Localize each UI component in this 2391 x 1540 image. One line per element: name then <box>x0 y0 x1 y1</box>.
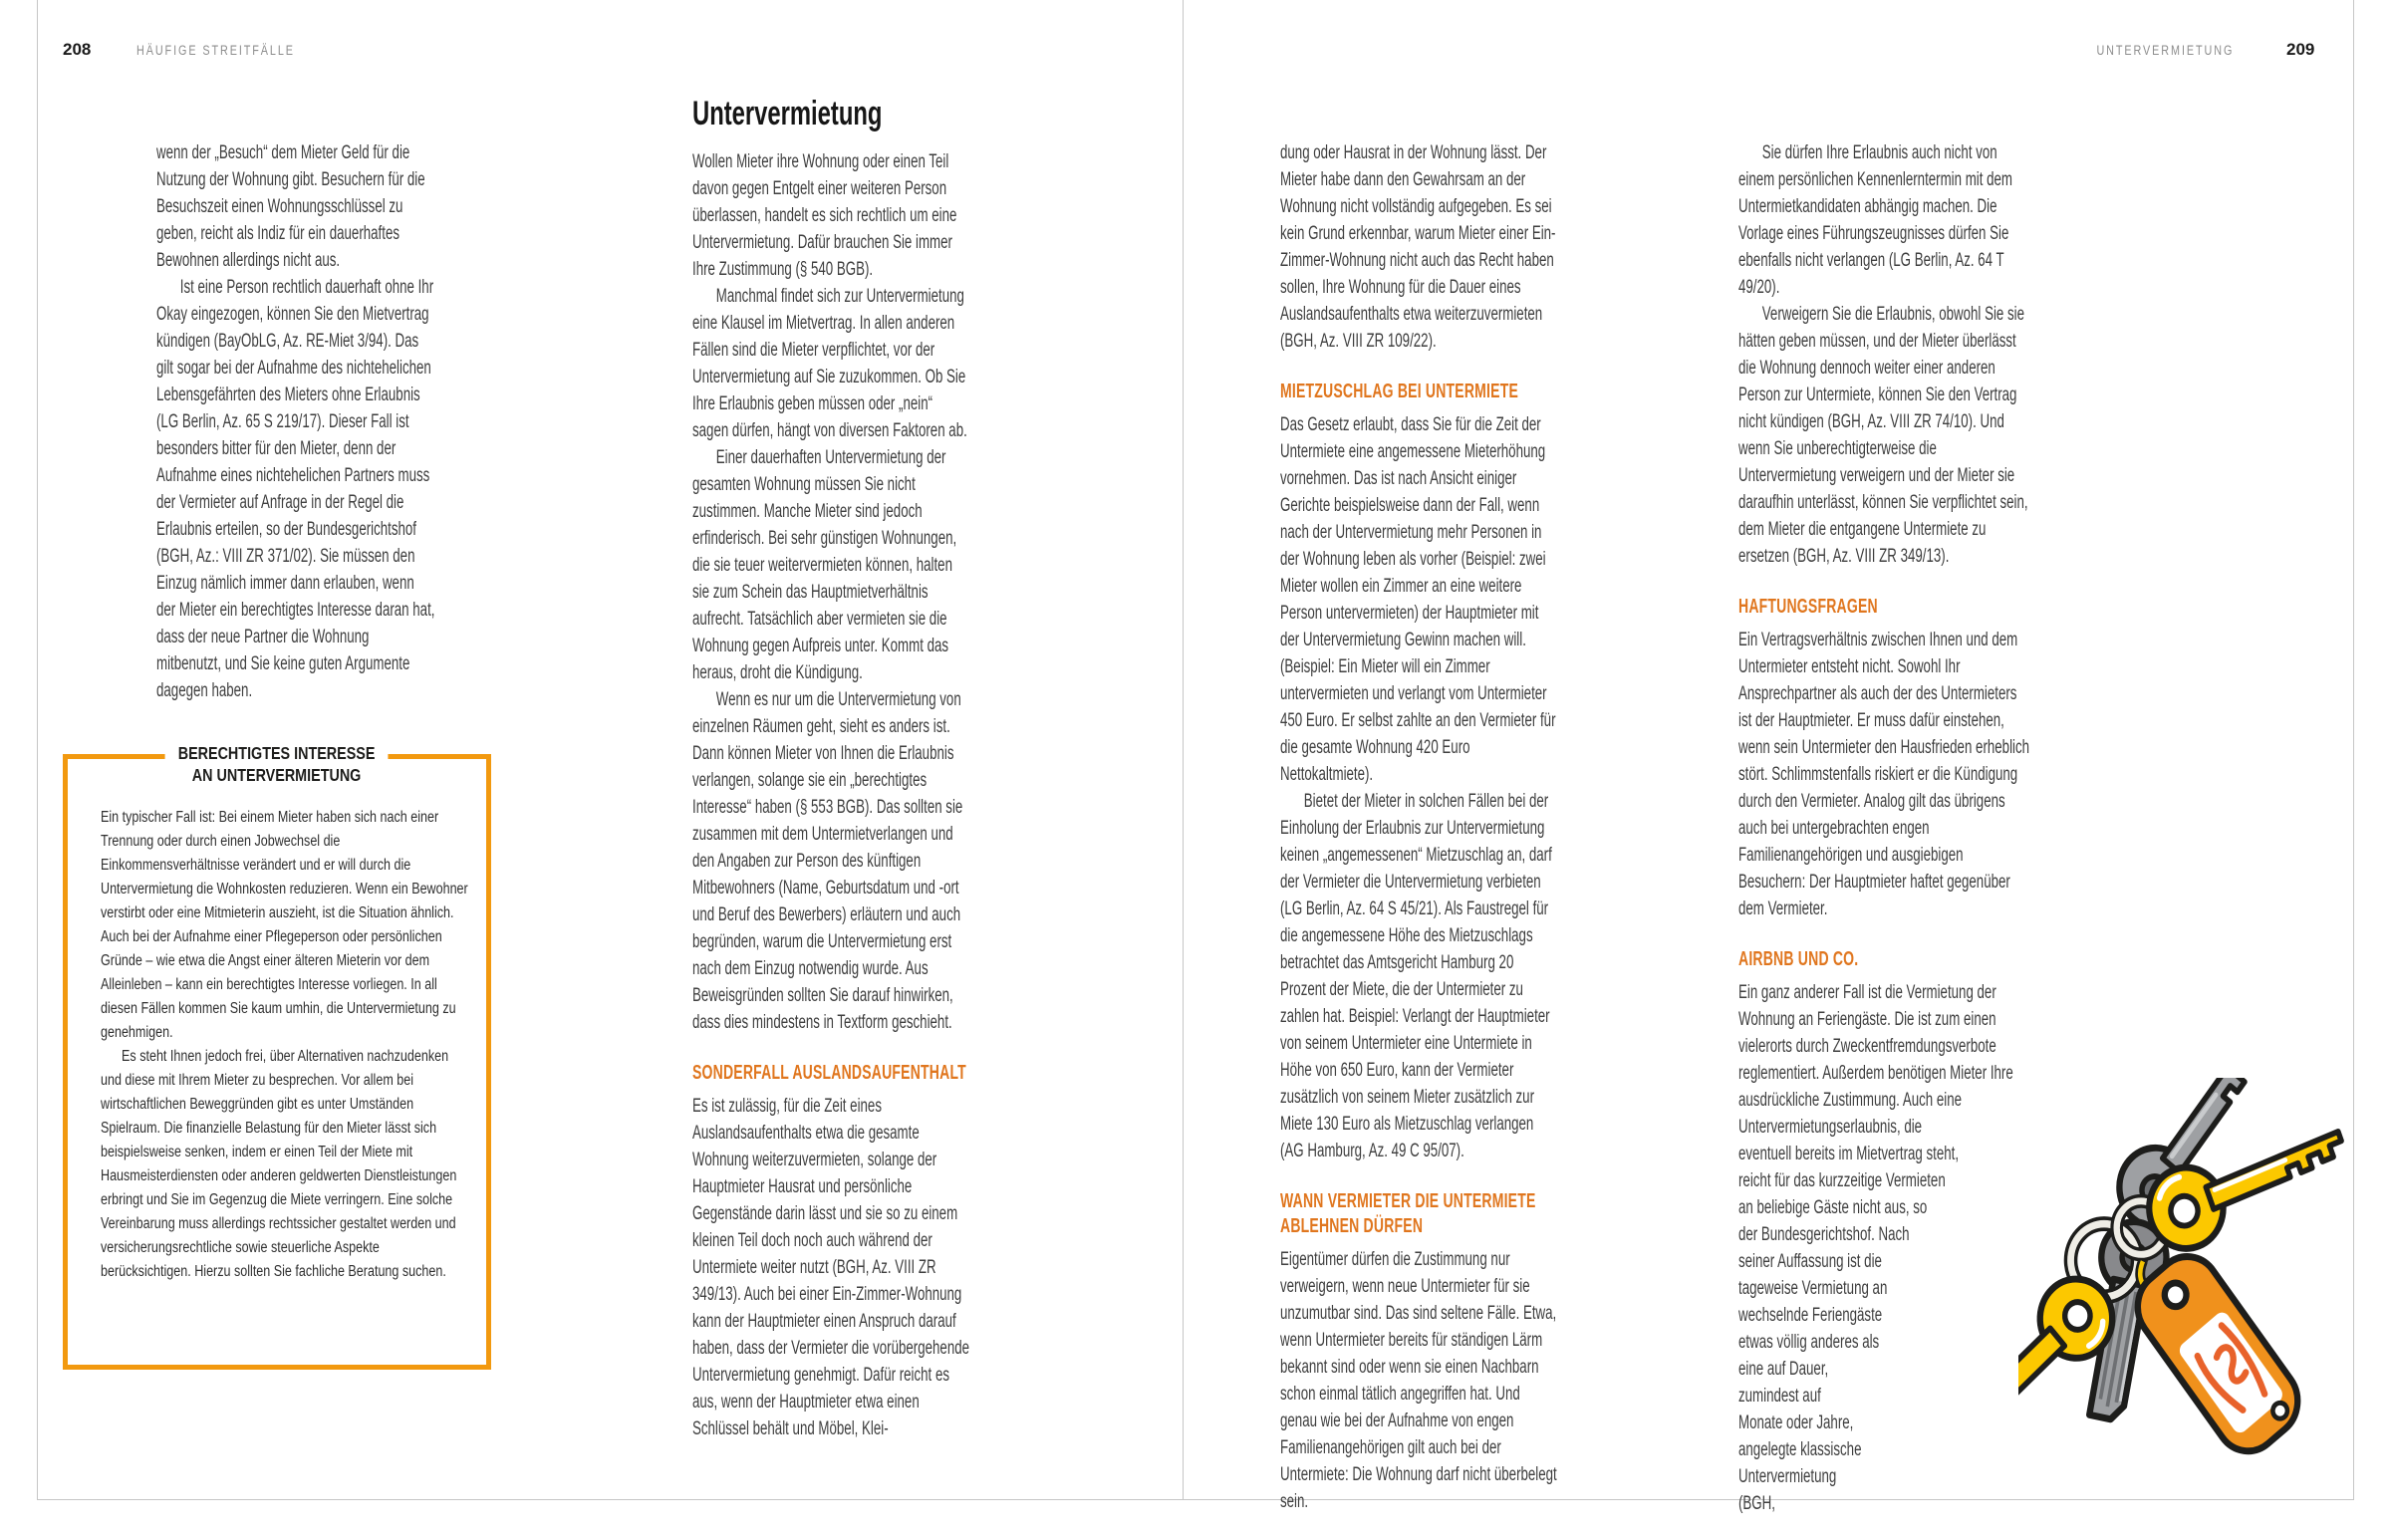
body-paragraph: wenn der „Besuch“ dem Mieter Geld für die Nutzung der Wohnung gibt. Besuchern für die Besuchszeit einen Wohnungsschlüssel zu geben, reicht als Indiz für ein dauerhaftes Bewohnen allerdings nicht aus. <box>156 142 425 271</box>
page-208-column-1 <box>156 139 435 704</box>
key-tag-icon <box>2125 1242 2311 1465</box>
orange-subheading: MIETZUSCHLAG BEI UNTERMIETE <box>1280 381 1519 402</box>
info-box-paragraph: Es steht Ihnen jedoch frei, über Alternativen nachzudenken und diese mit Ihrem Mieter zu besprechen. Vor allem bei wirtschaftlichen Beweggründen gibt es unter Umständen Spielraum. Die finanzielle Belastung für den Mieter lässt sich beispielsweise senken, indem er einen Teil der Miete mit Hausmeisterdiensten oder anderen geldwerten Dienstleistungen erbringt und Sie im Gegenzug die Miete verringern. Eine solche Vereinbarung muss allerdings rechtssicher gestaltet werden und versicherungsrechtliche sowie steuerliche Aspekte berücksichtigen. Hierzu sollten Sie fachliche Beratung suchen. <box>101 1048 457 1280</box>
info-box-title-line2: AN UNTERVERMIETUNG <box>192 765 362 785</box>
body-paragraph: Es ist zulässig, für die Zeit eines Auslandsaufenthalts etwa die gesamte Wohnung weiterzuvermieten, solange der Hauptmieter Hausrat und persönliche Gegenstände darin lässt und sie so zu einem kleinen Teil doch noch auch während der Untermiete weiter nutzt (BGH, Az. VIII ZR 349/13). Auch bei einer Ein-Zimmer-Wohnung kann der Hauptmieter einen Anspruch darauf haben, dass der Vermieter die vorübergehende Untervermietung genehmigt. Dafür reicht es aus, wenn der Hauptmieter etwa einen Schlüssel behält und Möbel, Klei- <box>692 1096 970 1439</box>
info-box-berechtigtes-interesse <box>63 743 491 1370</box>
info-box-title-line1: BERECHTIGTES INTERESSE <box>178 743 376 763</box>
orange-subheading: WANN VERMIETER DIE UNTERMIETE ABLEHNEN DÜRFEN <box>1280 1190 1536 1237</box>
body-paragraph: Ein Vertragsverhältnis zwischen Ihnen und dem Untermieter entsteht nicht. Sowohl Ihr Ansprechpartner als auch der des Untermieters ist der Hauptmieter. Er muss dafür einstehen, wenn sein Untermieter den Hausfrieden erheblich stört. Schlimmstenfalls riskiert er die Kündigung durch den Vermieter. Analog gilt das übrigens auch bei untergebrachten engen Familienangehörigen und ausgiebigen Besuchern: Der Hauptmieter haftet gegenüber dem Vermieter. <box>1738 630 2030 919</box>
body-paragraph: Einer dauerhaften Untervermietung der gesamten Wohnung müssen Sie nicht zustimmen. Manche Mieter sind jedoch erfinderisch. Bei sehr günstigen Wohnungen, die sie teuer weitervermieten können, halten sie zum Schein das Hauptmietverhältnis aufrecht. Tatsächlich aber vermieten sie die Wohnung gegen Aufpreis unter. Kommt das heraus, droht die Kündigung. <box>692 447 957 683</box>
yellow-key-icon <box>2138 1105 2352 1260</box>
body-paragraph: Ist eine Person rechtlich dauerhaft ohne Ihr Okay eingezogen, können Sie den Mietvertrag kündigen (BayObLG, Az. RE-Miet 3/94). Das gilt sogar bei der Aufnahme des nichtehelichen Lebensgefährten des Mieters ohne Erlaubnis (LG Berlin, Az. 65 S 219/17). Dieser Fall ist besonders bitter für den Mieter, denn der Aufnahme eines nichtehelichen Partners muss der Vermieter auf Anfrage in der Regel die Erlaubnis erteilen, so der Bundesgerichtshof (BGH, Az.: VIII ZR 371/02). Sie müssen den Einzug nämlich immer dann erlauben, wenn der Mieter ein berechtigtes Interesse daran hat, dass der neue Partner die Wohnung mitbenutzt, und Sie keine guten Argumente dagegen haben. <box>156 277 435 701</box>
info-box-paragraph: Ein typischer Fall ist: Bei einem Mieter haben sich nach einer Trennung oder durch einen Jobwechsel die Einkommensverhältnisse verändert und er will durch die Untervermietung die Wohnkosten reduzieren. Wenn ein Bewohner verstirbt oder eine Mitmieterin auszieht, ist die Situation ähnlich. Auch bei der Aufnahme einer Pflegeperson oder persönlichen Gründe – wie etwa die Angst einer älteren Mieterin vor dem Alleinleben – kann ein berechtigtes Interesse vorliegen. In all diesen Fällen kommen Sie kaum umhin, die Untervermietung zu genehmigen. <box>101 809 468 1041</box>
page-center-divider-rule <box>1183 0 1184 1499</box>
body-paragraph: Eigentümer dürfen die Zustimmung nur verweigern, wenn neue Untermieter für sie unzumutbar sind. Das sind seltene Fälle. Etwa, wenn Untermieter bereits für ständigen Lärm bekannt sind oder wenn sie einen Nachbarn schon einmal tätlich angegriffen hat. Und genau wie bei der Aufnahme von engen Familienangehörigen gilt auch bei der Untermiete: Die Wohnung darf nicht überbelegt sein. <box>1280 1249 1557 1512</box>
left-page-number: 208 <box>63 40 92 59</box>
body-paragraph: Ein ganz anderer Fall ist die Vermietung der Wohnung an Feriengäste. Die ist zum einen vielerorts durch Zweckentfremdungsverbote reglementiert. Außerdem benötigen Mieter Ihre ausdrückliche Zustimmung. Auch eine Untervermietungserlaubnis, die eventuell bereits im Mietvertrag steht, reicht für das kurzzeitige Vermieten an beliebige Gäste nicht aus, so der Bundesgerichtshof. Nach seiner Auffassung ist die tageweise Vermietung an wechselnde Feriengäste etwas völlig anderes als eine auf Dauer, zumindest auf Monate oder Jahre, angelegte klassische Untervermietung (BGH, <box>1738 982 2013 1514</box>
page-right-edge-rule <box>2353 0 2354 1499</box>
info-box-title <box>68 742 486 786</box>
page-208-column-2 <box>692 96 971 1442</box>
body-paragraph: Verweigern Sie die Erlaubnis, obwohl Sie sie hätten geben müssen, und der Mieter überlässt die Wohnung dennoch weiter einer anderen Person zur Untermiete, können Sie den Vertrag nicht kündigen (BGH, Az. VIII ZR 74/10). Und wenn Sie unberechtigterweise die Untervermietung verweigern und der Mieter sie daraufhin unterlässt, können Sie verpflichtet sein, dem Mieter die entgangene Untermiete zu ersetzen (BGH, Az. VIII ZR 349/13). <box>1738 304 2028 567</box>
body-paragraph: Wenn es nur um die Untervermietung von einzelnen Räumen geht, sieht es anders ist. Dann können Mieter von Ihnen die Erlaubnis verlangen, solange sie ein „berechtigtes Interesse“ haben (§ 553 BGB). Das sollten sie zusammen mit dem Untermietverlangen und den Angaben zur Person des künftigen Mitbewohners (Name, Geburtsdatum und -ort und Beruf des Bewerbers) erläutern und auch begründen, warum die Untervermietung erst nach dem Einzug notwendig wurde. Aus Beweisgründen sollten Sie darauf hinwirken, dass dies mindestens in Textform geschieht. <box>692 689 963 1033</box>
orange-subheading: AIRBNB UND CO. <box>1738 948 1859 970</box>
left-running-head: HÄUFIGE STREITFÄLLE <box>136 43 295 58</box>
page-209-column-2 <box>1738 139 2032 1540</box>
airbnb-section <box>1738 947 2032 1517</box>
info-box-body <box>101 806 470 1284</box>
orange-subheading: HAFTUNGSFRAGEN <box>1738 596 1878 618</box>
orange-subheading: SONDERFALL AUSLANDSAUFENTHALT <box>692 1062 966 1084</box>
keys-illustration <box>2018 1078 2352 1496</box>
right-page-number: 209 <box>2286 40 2315 59</box>
right-running-head: UNTERVERMIETUNG <box>2096 43 2234 58</box>
chapter-heading: Untervermietung <box>692 95 883 132</box>
body-paragraph: Das Gesetz erlaubt, dass Sie für die Zeit der Untermiete eine angemessene Mieterhöhung vornehmen. Das ist nach Ansicht einiger Gerichte beispielsweise dann der Fall, wenn nach der Untervermietung mehr Personen in der Wohnung leben als vorher (Beispiel: zwei Mieter wollen ein Zimmer an eine weitere Person untervermieten) der Hauptmieter mit der Untervermietung Gewinn machen will. (Beispiel: Ein Mieter will ein Zimmer untervermieten und verlangt vom Untermieter 450 Euro. Er selbst zahlte an den Vermieter für die gesamte Wohnung 420 Euro Nettokaltmiete). <box>1280 414 1556 785</box>
page-209-column-1 <box>1280 139 1559 1515</box>
body-paragraph: dung oder Hausrat in der Wohnung lässt. Der Mieter habe dann den Gewahrsam an der Wohnung nicht vollständig aufgegeben. Es sei kein Grund erkennbar, warum Mieter einer Ein-Zimmer-Wohnung nicht auch das Recht haben sollen, Ihre Wohnung für die Dauer eines Auslandsaufenthalts etwa weiterzuvermieten (BGH, Az. VIII ZR 109/22). <box>1280 142 1556 352</box>
page-left-edge-rule <box>37 0 38 1499</box>
body-paragraph: Wollen Mieter ihre Wohnung oder einen Teil davon gegen Entgelt einer weiteren Person überlassen, handelt es sich rechtlich um eine Untervermietung. Dafür brauchen Sie immer Ihre Zustimmung (§ 540 BGB). <box>692 151 957 280</box>
body-paragraph: Sie dürfen Ihre Erlaubnis auch nicht von einem persönlichen Kennenlerntermin mit dem Untermietkandidaten abhängig machen. Die Vorlage eines Führungszeugnisses dürfen Sie ebenfalls nicht verlangen (LG Berlin, Az. 64 T 49/20). <box>1738 142 2013 298</box>
body-paragraph: Bietet der Mieter in solchen Fällen bei der Einholung der Erlaubnis zur Untervermietung keinen „angemessenen“ Mietzuschlag an, darf der Vermieter die Untervermietung verbieten (LG Berlin, Az. 64 S 45/21). Als Faustregel für die angemessene Höhe des Mietzuschlags betrachtet das Amtsgericht Hamburg 20 Prozent der Miete, die der Untermieter zu zahlen hat. Beispiel: Verlangt der Hauptmieter von seinem Untermieter eine Untermiete in Höhe von 650 Euro, kann der Vermieter zusätzlich von seinem Mieter zusätzlich zur Miete 130 Euro als Mietzuschlag verlangen (AG Hamburg, Az. 49 C 95/07). <box>1280 791 1552 1161</box>
body-paragraph: Manchmal findet sich zur Untervermietung eine Klausel im Mietvertrag. In allen anderen Fällen sind die Mieter verpflichtet, vor der Untervermietung auf Sie zuzukommen. Ob Sie Ihre Erlaubnis geben müssen oder „nein“ sagen dürfen, hängt von diversen Faktoren ab. <box>692 286 967 441</box>
